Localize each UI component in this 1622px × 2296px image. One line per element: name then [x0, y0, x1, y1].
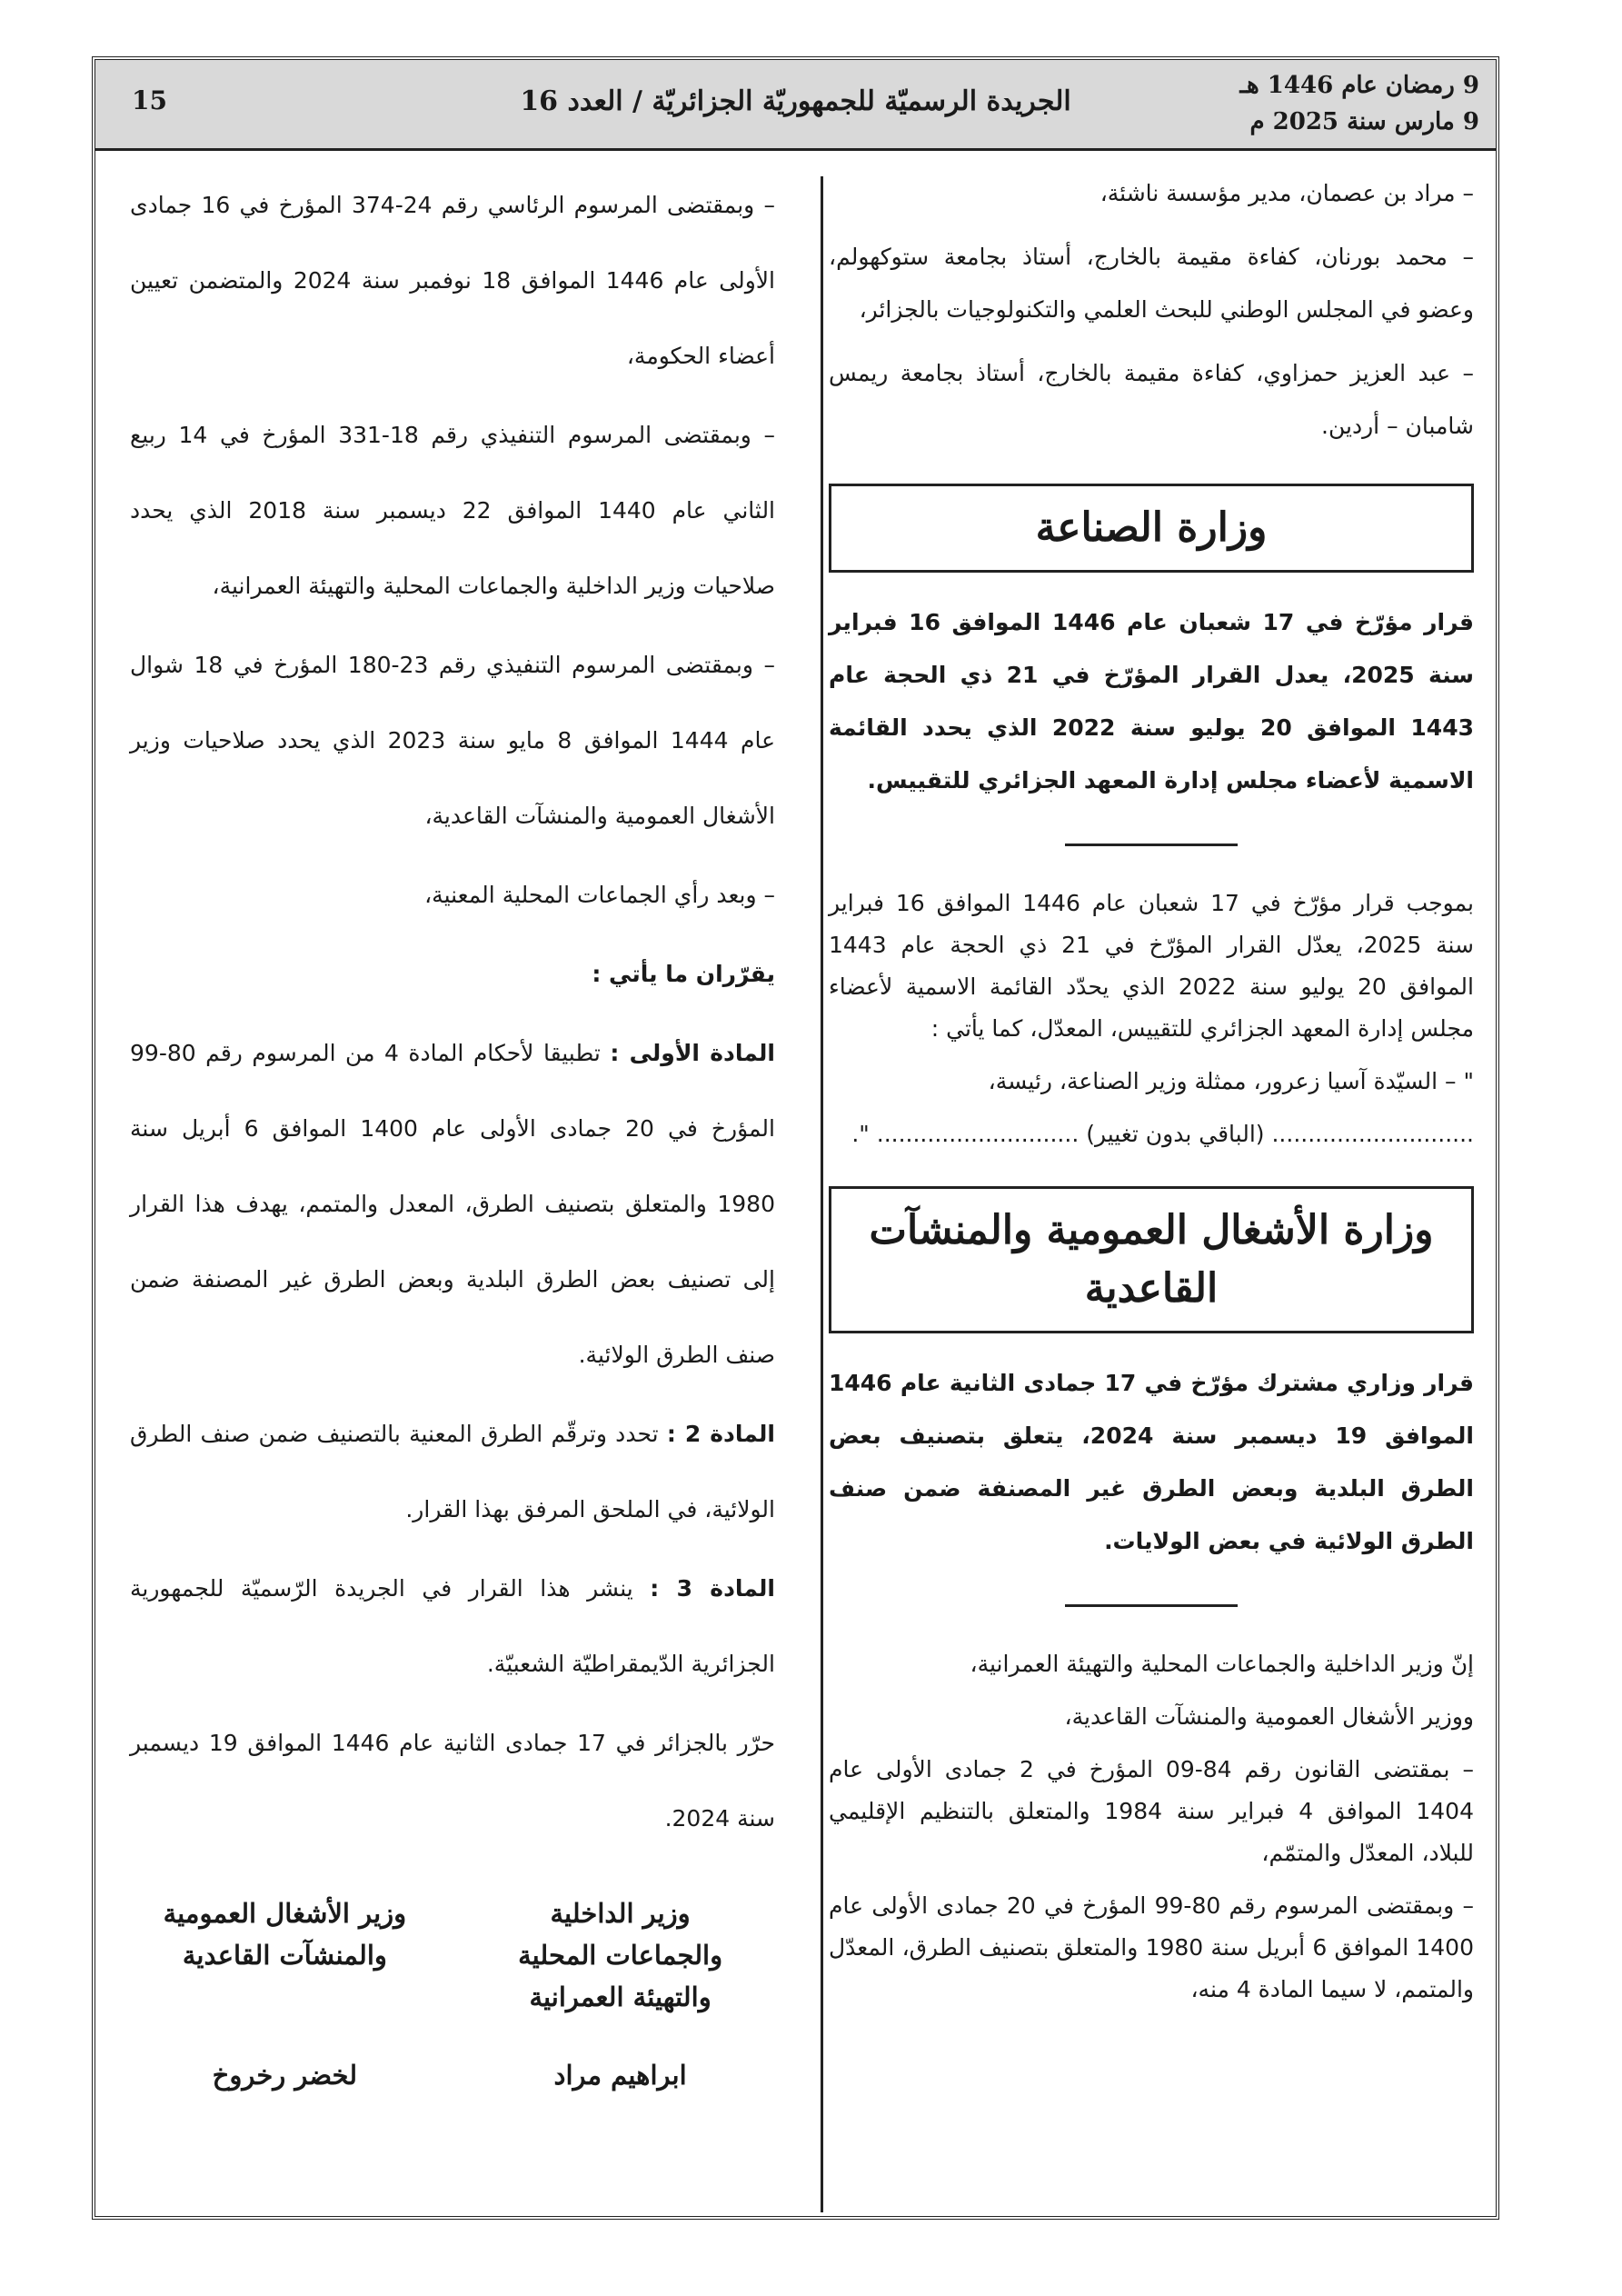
- gazette-title: الجريدة الرسميّة للجمهوريّة الجزائريّة / العدد 16: [520, 85, 1071, 117]
- member-item: – محمد بورنان، كفاءة مقيمة بالخارج، أستاذ بجامعة ستوكهولم، وعضو في المجلس الوطني للبحث العلمي والتكنولوجيات بالجزائر،: [829, 244, 1474, 323]
- signature-title: والجماعات المحلية: [518, 1940, 723, 1971]
- preamble-paragraph: – بمقتضى القانون رقم 84-09 المؤرخ في 2 جمادى الأولى عام 1404 الموافق 4 فبراير سنة 1984 والمتعلق بالتنظيم الإقليمي للبلاد، المعدّل والمتمّم،: [829, 1756, 1474, 1866]
- preamble-paragraph: ووزير الأشغال العمومية والمنشآت القاعدية،: [1064, 1703, 1474, 1730]
- ministry-heading-public-works: وزارة الأشغال العمومية والمنشآت القاعدية: [829, 1186, 1474, 1333]
- done-at: حرّر بالجزائر في 17 جمادى الثانية عام 1446 الموافق 19 ديسمبر سنة 2024.: [130, 1730, 775, 1832]
- decree-title: قرار وزاري مشترك مؤرّخ في 17 جمادى الثانية عام 1446 الموافق 19 ديسمبر سنة 2024، يتعلق بتصنيف بعض الطرق البلدية وبعض الطرق غير المصنفة ضمن صنف الطرق الولائية في بعض الولايات.: [829, 1370, 1474, 1554]
- member-item: – مراد بن عصمان، مدير مؤسسة ناشئة،: [1100, 180, 1474, 206]
- article-label: المادة الأولى :: [610, 1040, 775, 1066]
- decree-quote: " – السيّدة آسيا زعرور، ممثلة وزير الصناعة، رئيسة،: [988, 1068, 1474, 1094]
- section-rule: [1065, 844, 1238, 846]
- signature-block: [130, 1892, 775, 2091]
- signature-name: ابراهيم مراد: [553, 2060, 687, 2091]
- article-text: تطبيقا لأحكام المادة 4 من المرسوم رقم 80-99 المؤرخ في 20 جمادى الأولى عام 1400 الموافق 6 أبريل سنة 1980 والمتعلق بتصنيف الطرق، المعدل والمتمم، يهدف هذا القرار إلى تصنيف بعض الطرق البلدية وبعض الطرق غير المصنفة ضمن صنف الطرق الولائية.: [130, 1040, 775, 1368]
- decree-title: قرار مؤرّخ في 17 شعبان عام 1446 الموافق 16 فبراير سنة 2025، يعدل القرار المؤرّخ في 21 ذي الحجة عام 1443 الموافق 20 يوليو سنة 2022 الذي يحدد القائمة الاسمية لأعضاء مجلس إدارة المعهد الجزائري للتقييس.: [829, 609, 1475, 794]
- signature-name: لخضر رخروخ: [212, 2060, 358, 2091]
- preamble-paragraph: – وبعد رأي الجماعات المحلية المعنية،: [424, 882, 775, 908]
- article-text: تحدد وترقّم الطرق المعنية بالتصنيف ضمن صنف الطرق الولائية، في الملحق المرفق بهذا القرار.: [130, 1421, 775, 1522]
- header-date-hijri: 9 رمضان عام 1446 هـ: [1239, 72, 1479, 99]
- article-label: المادة 2 :: [666, 1421, 775, 1447]
- signature-title: وزير الأشغال العمومية: [163, 1898, 407, 1929]
- preamble-paragraph: – وبمقتضى المرسوم رقم 80-99 المؤرخ في 20 جمادى الأولى عام 1400 الموافق 6 أبريل سنة 1980 والمتعلق بتصنيف الطرق، المعدّل والمتمم، لا سيما المادة 4 منه،: [829, 1892, 1474, 2002]
- page-number: 15: [132, 85, 167, 115]
- preamble-paragraph: – وبمقتضى المرسوم التنفيذي رقم 23-180 المؤرخ في 18 شوال عام 1444 الموافق 8 مايو سنة 2023 الذي يحدد صلاحيات وزير الأشغال العمومية والمنشآت القاعدية،: [130, 652, 775, 829]
- article-3: [130, 1551, 775, 1702]
- header-date-gregorian: 9 مارس سنة 2025 م: [1249, 108, 1479, 135]
- article-1: [130, 1015, 775, 1393]
- ministry-heading-industry: وزارة الصناعة: [829, 484, 1474, 573]
- decree-quote: ............................ (الباقي بدون تغيير) ............................ ".: [851, 1121, 1474, 1147]
- left-column: [130, 167, 775, 2091]
- article-label: المادة 3 :: [650, 1575, 776, 1602]
- decree-body: بموجب قرار مؤرّخ في 17 شعبان عام 1446 الموافق 16 فبراير سنة 2025، يعدّل القرار المؤرّخ في 21 ذي الحجة عام 1443 الموافق 20 يوليو سنة 2022 الذي يحدّد القائمة الاسمية لأعضاء مجلس إدارة المعهد الجزائري للتقييس، المعدّل، كما يأتي :: [829, 890, 1475, 1042]
- article-text: ينشر هذا القرار في الجريدة الرّسميّة للجمهورية الجزائرية الدّيمقراطيّة الشعبيّة.: [130, 1575, 775, 1677]
- signature-interior-minister: [465, 1892, 775, 2091]
- preamble-paragraph: إنّ وزير الداخلية والجماعات المحلية والتهيئة العمرانية،: [970, 1651, 1474, 1677]
- column-divider: [821, 176, 823, 2212]
- preamble-paragraph: – وبمقتضى المرسوم التنفيذي رقم 18-331 المؤرخ في 14 ربيع الثاني عام 1440 الموافق 22 ديسمبر سنة 2018 الذي يحدد صلاحيات وزير الداخلية والجماعات المحلية والتهيئة العمرانية،: [130, 422, 776, 599]
- signature-title: والتهيئة العمرانية: [529, 1982, 711, 2012]
- signature-title: وزير الداخلية: [550, 1898, 691, 1929]
- gazette-header: [95, 60, 1496, 151]
- signature-title: والمنشآت القاعدية: [182, 1940, 387, 1971]
- article-2: [130, 1396, 775, 1547]
- right-column: [829, 167, 1474, 2021]
- signature-public-works-minister: [130, 1892, 440, 2091]
- section-rule: [1065, 1604, 1238, 1607]
- page-frame: [92, 56, 1499, 2220]
- member-item: – عبد العزيز حمزاوي، كفاءة مقيمة بالخارج، أستاذ بجامعة ريمس شامبان – أردين.: [829, 360, 1474, 439]
- resolves-heading: يقرّران ما يأتي :: [592, 961, 775, 987]
- preamble-paragraph: – وبمقتضى المرسوم الرئاسي رقم 24-374 المؤرخ في 16 جمادى الأولى عام 1446 الموافق 18 نوفمبر سنة 2024 والمتضمن تعيين أعضاء الحكومة،: [130, 192, 776, 369]
